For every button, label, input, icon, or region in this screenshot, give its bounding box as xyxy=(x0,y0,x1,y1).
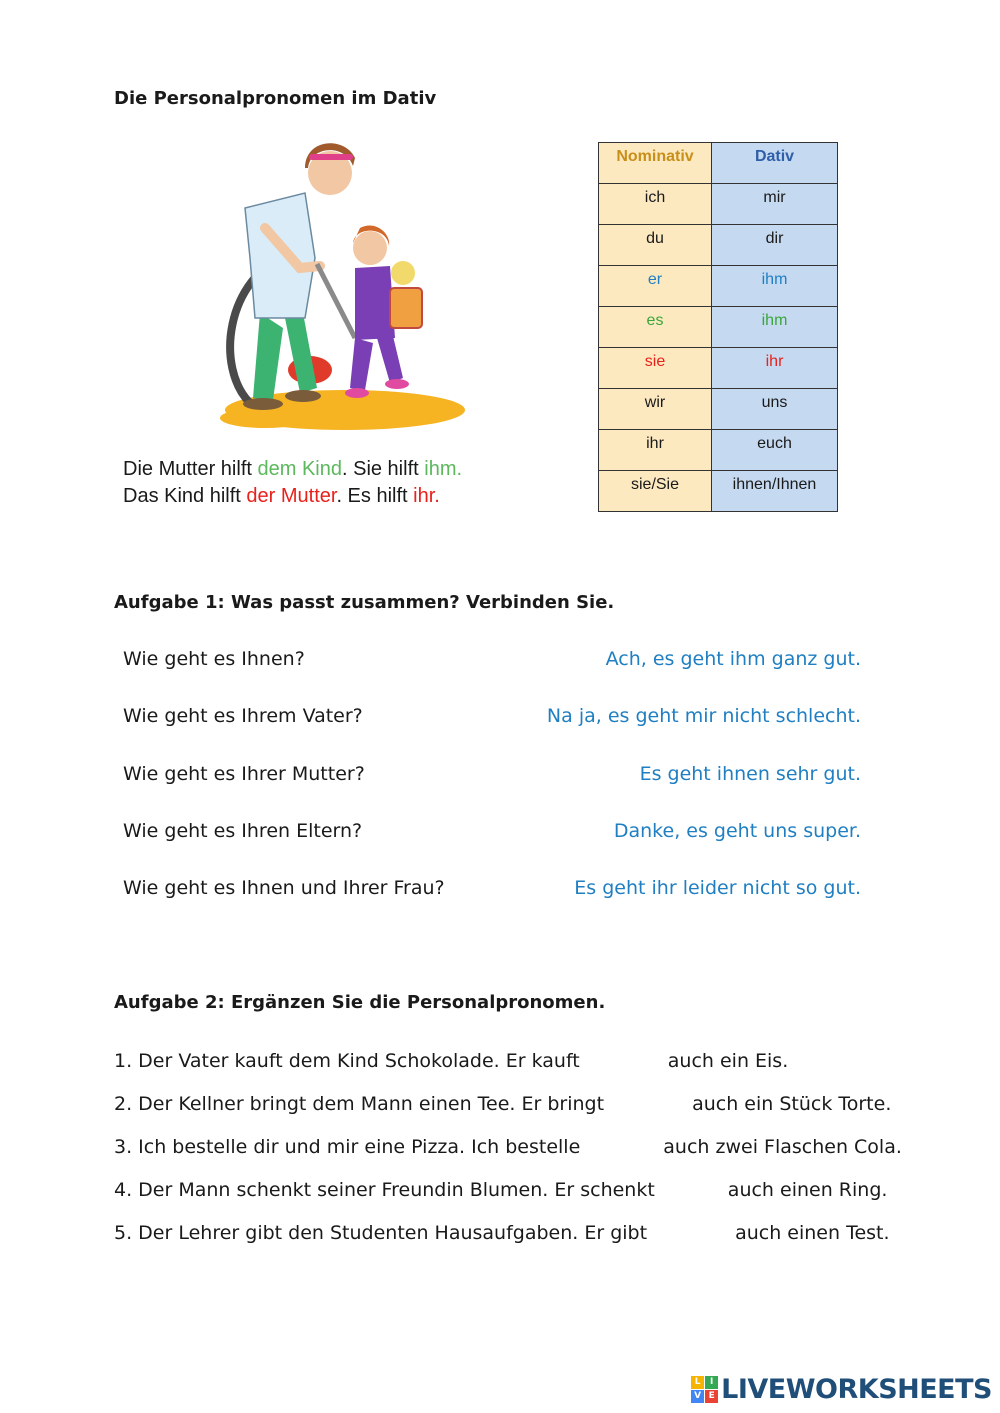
caption-segment: . Es hilft xyxy=(336,485,414,507)
task1-question[interactable]: Wie geht es Ihren Eltern? xyxy=(123,820,363,842)
nominativ-cell: wir xyxy=(599,389,712,430)
caption-segment: ihr. xyxy=(413,485,440,507)
task2-sentence-end: auch einen Test. xyxy=(735,1222,890,1244)
header-nominativ: Nominativ xyxy=(599,143,712,184)
pronoun-row xyxy=(599,471,838,512)
task2-sentence-end: auch einen Ring. xyxy=(727,1179,888,1201)
nominativ-cell: ihr xyxy=(599,430,712,471)
task2-item xyxy=(114,1050,788,1073)
pronoun-blank-input[interactable] xyxy=(608,1093,688,1116)
task2-sentence-start: 2. Der Kellner bringt dem Mann einen Tee. Er bringt xyxy=(114,1093,605,1115)
pronoun-row xyxy=(599,266,838,307)
dativ-cell: ihr xyxy=(712,348,838,389)
pronoun-blank-input[interactable] xyxy=(584,1136,659,1159)
caption-line-1 xyxy=(123,458,462,481)
logo-mark-letter: L xyxy=(691,1376,704,1389)
pronoun-row xyxy=(599,348,838,389)
nominativ-cell: sie xyxy=(599,348,712,389)
nominativ-cell: es xyxy=(599,307,712,348)
task1-answer[interactable]: Es geht ihnen sehr gut. xyxy=(639,763,861,785)
task1-answer[interactable]: Es geht ihr leider nicht so gut. xyxy=(574,877,861,899)
logo-mark-letter: E xyxy=(705,1390,718,1403)
task1-question[interactable]: Wie geht es Ihrem Vater? xyxy=(123,705,363,727)
task1-question[interactable]: Wie geht es Ihnen und Ihrer Frau? xyxy=(123,877,445,899)
pronoun-blank-input[interactable] xyxy=(651,1222,731,1245)
caption-segment: der Mutter xyxy=(246,485,337,507)
task2-item xyxy=(114,1136,902,1159)
dativ-cell: ihnen/Ihnen xyxy=(712,471,838,512)
pronoun-row xyxy=(599,225,838,266)
caption-segment: Die Mutter hilft xyxy=(123,458,258,480)
dativ-cell: mir xyxy=(712,184,838,225)
caption-segment: . Sie hilft xyxy=(341,458,425,480)
nominativ-cell: sie/Sie xyxy=(599,471,712,512)
page-title: Die Personalpronomen im Dativ xyxy=(114,88,437,109)
dativ-cell: ihm xyxy=(712,307,838,348)
task2-item xyxy=(114,1222,890,1245)
task2-item xyxy=(114,1179,887,1202)
nominativ-cell: ich xyxy=(599,184,712,225)
task2-sentence-start: 3. Ich bestelle dir und mir eine Pizza. Ich bestelle xyxy=(114,1136,581,1158)
task2-sentence-start: 5. Der Lehrer gibt den Studenten Hausaufgaben. Er gibt xyxy=(114,1222,648,1244)
task2-sentence-start: 1. Der Vater kauft dem Kind Schokolade. Er kauft xyxy=(114,1050,580,1072)
pronoun-row xyxy=(599,430,838,471)
header-dativ: Dativ xyxy=(712,143,838,184)
task2-sentence-end: auch ein Eis. xyxy=(667,1050,789,1072)
liveworksheets-logo xyxy=(691,1374,992,1405)
nominativ-cell: er xyxy=(599,266,712,307)
task1-question[interactable]: Wie geht es Ihnen? xyxy=(123,648,305,670)
task2-sentence-end: auch zwei Flaschen Cola. xyxy=(663,1136,902,1158)
caption-line-2 xyxy=(123,485,440,508)
logo-mark-letter: V xyxy=(691,1390,704,1403)
caption-segment: Das Kind hilft xyxy=(123,485,247,507)
task1-answer[interactable]: Na ja, es geht mir nicht schlecht. xyxy=(546,705,861,727)
caption-segment: ihm. xyxy=(424,458,463,480)
task2-sentence-start: 4. Der Mann schenkt seiner Freundin Blumen. Er schenkt xyxy=(114,1179,655,1201)
pronoun-blank-input[interactable] xyxy=(659,1179,724,1202)
task1-question[interactable]: Wie geht es Ihrer Mutter? xyxy=(123,763,365,785)
task2-item xyxy=(114,1093,891,1116)
dativ-cell: dir xyxy=(712,225,838,266)
pronoun-row xyxy=(599,184,838,225)
nominativ-cell: du xyxy=(599,225,712,266)
logo-mark-letter: I xyxy=(705,1376,718,1389)
logo-text: LIVEWORKSHEETS xyxy=(721,1374,992,1405)
task1-answer[interactable]: Danke, es geht uns super. xyxy=(613,820,861,842)
pronoun-blank-input[interactable] xyxy=(584,1050,664,1073)
dativ-cell: ihm xyxy=(712,266,838,307)
logo-mark-icon xyxy=(691,1376,718,1403)
pronoun-row xyxy=(599,307,838,348)
pronoun-row xyxy=(599,389,838,430)
task2-sentence-end: auch ein Stück Torte. xyxy=(692,1093,892,1115)
dativ-cell: euch xyxy=(712,430,838,471)
mother-child-illustration xyxy=(205,138,475,438)
dativ-cell: uns xyxy=(712,389,838,430)
task1-heading: Aufgabe 1: Was passt zusammen? Verbinden Sie. xyxy=(114,592,615,613)
caption-segment: dem Kind xyxy=(257,458,342,480)
pronoun-table xyxy=(598,142,838,512)
task1-answer[interactable]: Ach, es geht ihm ganz gut. xyxy=(605,648,861,670)
task2-heading: Aufgabe 2: Ergänzen Sie die Personalpronomen. xyxy=(114,992,606,1013)
